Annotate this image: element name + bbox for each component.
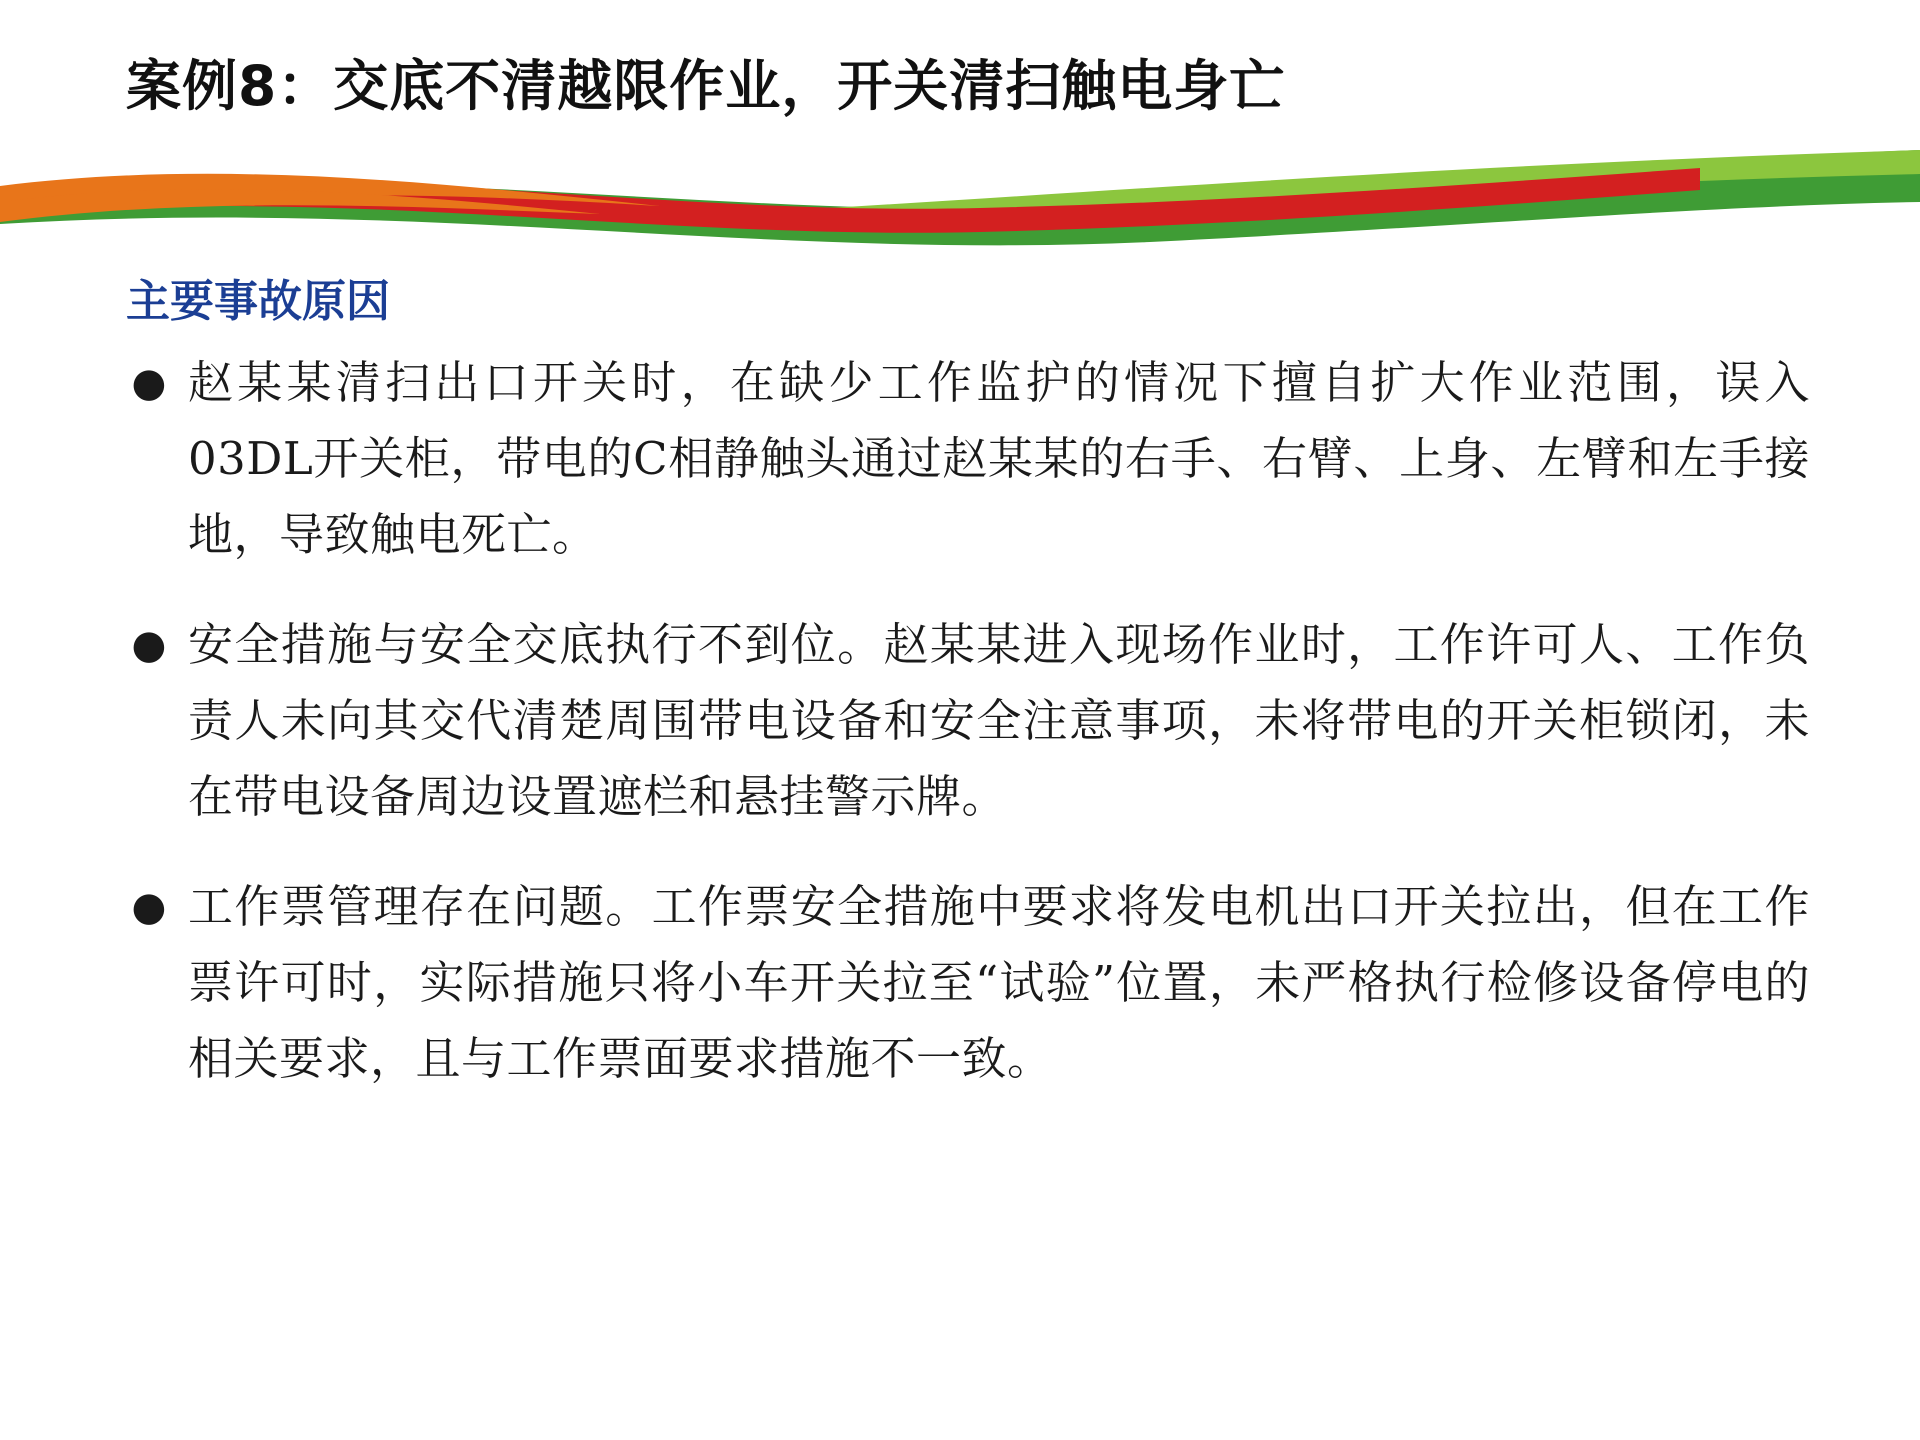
decorative-swoosh-band [0, 150, 1920, 250]
bullet-text: 安全措施与安全交底执行不到位。赵某某进入现场作业时，工作许可人、工作负责人未向其交代清楚周围带电设备和安全注意事项，未将带电的开关柜锁闭，未在带电设备周边设置遮栏和悬挂警示牌。 [188, 618, 1810, 823]
list-item [110, 345, 1810, 573]
slide-title-area [0, 0, 1920, 168]
page-title: 案例8：交底不清越限作业，开关清扫触电身亡 [126, 54, 1286, 118]
bullet-text: 工作票管理存在问题。工作票安全措施中要求将发电机出口开关拉出，但在工作票许可时，实际措施只将小车开关拉至“试验”位置，未严格执行检修设备停电的相关要求，且与工作票面要求措施不一致。 [188, 880, 1810, 1085]
section-heading: 主要事故原因 [126, 276, 390, 327]
list-item [110, 869, 1810, 1097]
bullet-marker-icon: ● [131, 360, 167, 406]
list-item [110, 607, 1810, 835]
bullet-text: 赵某某清扫出口开关时，在缺少工作监护的情况下擅自扩大作业范围，误入03DL开关柜，带电的C相静触头通过赵某某的右手、右臂、上身、左臂和左手接地，导致触电死亡。 [188, 356, 1810, 561]
bullet-marker-icon: ● [131, 622, 167, 668]
swoosh-graphic [0, 150, 1920, 250]
bullet-marker-icon: ● [131, 884, 167, 930]
bullet-list [110, 345, 1810, 1131]
